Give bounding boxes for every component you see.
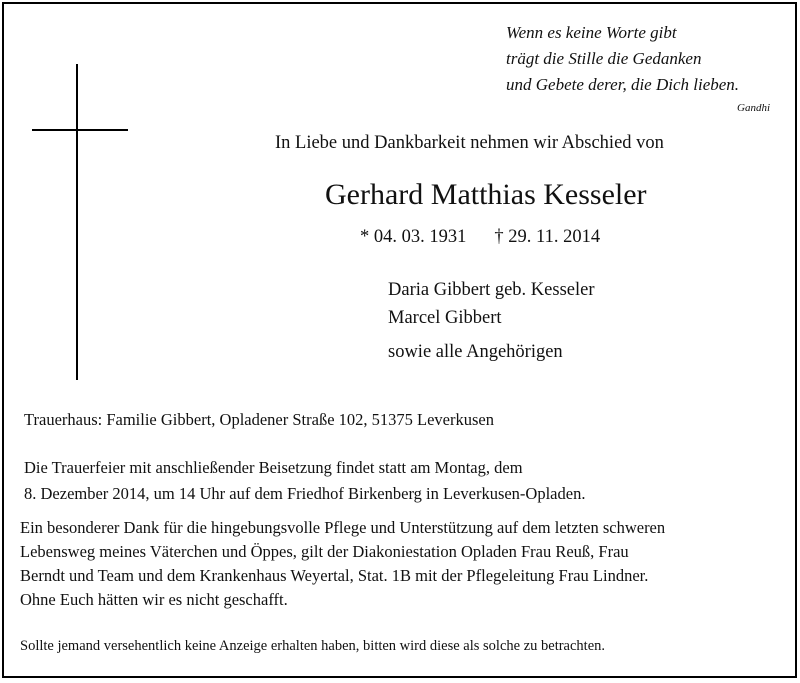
ceremony-line: 8. Dezember 2014, um 14 Uhr auf dem Friedhof Birkenberg in Leverkusen-Opladen. <box>24 484 586 503</box>
death-date: † 29. 11. 2014 <box>494 227 601 247</box>
quote-line: trägt die Stille die Gedanken <box>506 49 702 68</box>
ceremony-line: Die Trauerfeier mit anschließender Beisetzung findet statt am Montag, dem <box>24 458 523 477</box>
thanks-line: Lebensweg meines Väterchen und Öppes, gilt der Diakoniestation Opladen Frau Reuß, Frau <box>20 542 629 561</box>
quote <box>506 20 739 98</box>
quote-line: Wenn es keine Worte gibt <box>506 23 677 42</box>
notice-text: Sollte jemand versehentlich keine Anzeige erhalten haben, bitten wird diese als solche zu betrachten. <box>20 638 606 654</box>
birth-date: * 04. 03. 1931 <box>360 227 467 247</box>
intro-text: In Liebe und Dankbarkeit nehmen wir Abschied von <box>275 133 664 153</box>
mourning-house: Trauerhaus: Familie Gibbert, Opladener Straße 102, 51375 Leverkusen <box>24 410 494 429</box>
thanks-line: Ein besonderer Dank für die hingebungsvolle Pflege und Unterstützung auf dem letzten schweren <box>20 518 666 537</box>
thanks-line: Ohne Euch hätten wir es nicht geschafft. <box>20 590 288 609</box>
cross-horizontal-bar <box>32 129 128 131</box>
mourners-list <box>388 276 595 332</box>
life-dates <box>360 227 600 248</box>
other-relatives: sowie alle Angehörigen <box>388 342 563 362</box>
thanks-paragraph <box>20 516 665 612</box>
quote-author: Gandhi <box>737 102 770 114</box>
thanks-line: Berndt und Team und dem Krankenhaus Weyertal, Stat. 1B mit der Pflegeleitung Frau Lindner. <box>20 566 649 585</box>
quote-line: und Gebete derer, die Dich lieben. <box>506 75 740 94</box>
deceased-name: Gerhard Matthias Kesseler <box>325 178 647 211</box>
mourner-name: Marcel Gibbert <box>388 308 502 328</box>
mourner-name: Daria Gibbert geb. Kesseler <box>388 280 595 300</box>
ceremony-info <box>24 455 585 507</box>
cross-vertical-bar <box>76 64 78 380</box>
